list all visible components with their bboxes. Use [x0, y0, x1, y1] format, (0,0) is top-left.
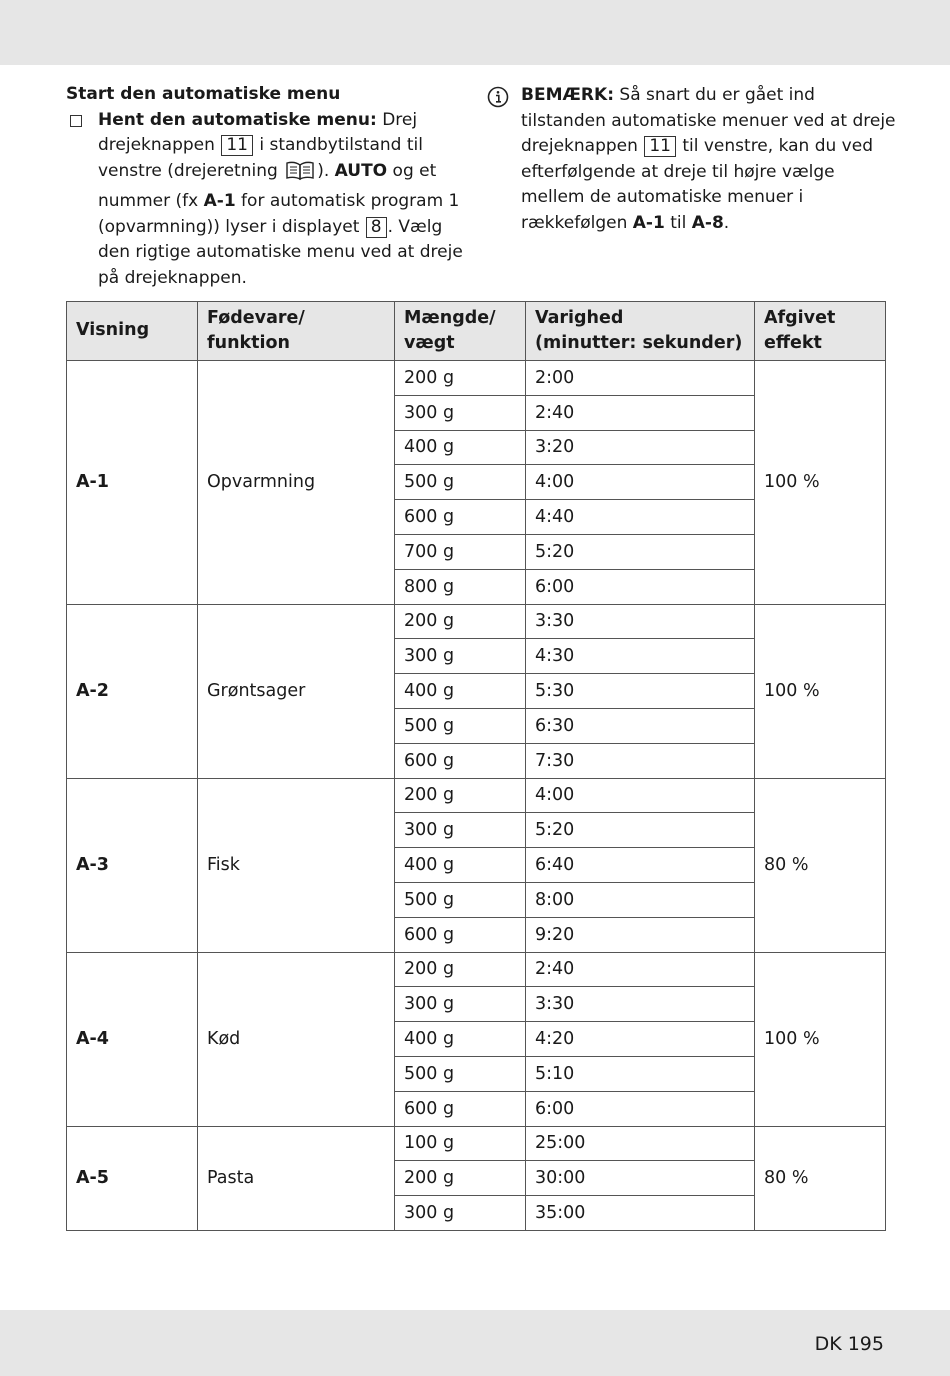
duration-cell: 3:20: [526, 430, 755, 465]
table-row: [67, 952, 886, 987]
duration-cell: 5:20: [526, 534, 755, 569]
duration-cell: 25:00: [526, 1126, 755, 1161]
duration-cell: 30:00: [526, 1161, 755, 1196]
instructions-section: [66, 82, 466, 291]
amount-cell: 100 g: [395, 1126, 526, 1161]
duration-cell: 5:10: [526, 1056, 755, 1091]
duration-cell: 3:30: [526, 604, 755, 639]
duration-cell: 7:30: [526, 743, 755, 778]
amount-cell: 600 g: [395, 500, 526, 535]
instruction-step: [66, 108, 466, 292]
duration-cell: 2:40: [526, 395, 755, 430]
table-header-row: [67, 302, 886, 361]
program-power: 80 %: [755, 1126, 886, 1230]
step-text: for automatisk program 1 (opvarmning)) lyser i displayet: [98, 191, 460, 237]
note-label: BEMÆRK:: [521, 85, 614, 105]
duration-cell: 4:20: [526, 1022, 755, 1057]
program-code: A-4: [67, 952, 198, 1126]
table-body: [67, 361, 886, 1231]
amount-cell: 400 g: [395, 848, 526, 883]
note-section: [487, 83, 897, 236]
amount-cell: 400 g: [395, 1022, 526, 1057]
section-heading: Start den automatiske menu: [66, 84, 341, 104]
amount-cell: 300 g: [395, 1196, 526, 1231]
program-code: A-2: [67, 604, 198, 778]
duration-cell: 4:40: [526, 500, 755, 535]
note-text-part: til venstre, kan du ved efterfølgende at dreje til højre vælge mellem de automatiske menuer i rækkefølgen: [521, 136, 873, 233]
step-text: og et nummer (fx: [98, 160, 437, 211]
table-row: [67, 361, 886, 396]
duration-cell: 8:00: [526, 882, 755, 917]
program-code: A-3: [67, 778, 198, 952]
duration-cell: 5:20: [526, 813, 755, 848]
table-row: [67, 604, 886, 639]
header-display: Visning: [67, 302, 198, 361]
open-book-icon: [285, 161, 315, 190]
first-program: A-1: [632, 212, 665, 233]
amount-cell: 600 g: [395, 1091, 526, 1126]
page-number: DK 195: [814, 1333, 884, 1355]
amount-cell: 200 g: [395, 778, 526, 813]
duration-cell: 6:30: [526, 708, 755, 743]
auto-label: AUTO: [334, 160, 388, 181]
duration-cell: 5:30: [526, 674, 755, 709]
amount-cell: 500 g: [395, 465, 526, 500]
step-title: Hent den automatiske menu:: [98, 109, 377, 130]
top-band: [0, 0, 950, 65]
duration-cell: 9:20: [526, 917, 755, 952]
amount-cell: 300 g: [395, 395, 526, 430]
amount-cell: 200 g: [395, 1161, 526, 1196]
program-code: A-1: [67, 361, 198, 605]
example-code: A-1: [203, 191, 236, 211]
amount-cell: 600 g: [395, 917, 526, 952]
program-power: 80 %: [755, 778, 886, 952]
header-amount: Mængde/ vægt: [395, 302, 526, 361]
note-text: [487, 83, 897, 236]
amount-cell: 300 g: [395, 987, 526, 1022]
table-row: [67, 778, 886, 813]
duration-cell: 3:30: [526, 987, 755, 1022]
duration-cell: 6:40: [526, 848, 755, 883]
duration-cell: 6:00: [526, 1091, 755, 1126]
display-reference: 8: [366, 217, 387, 238]
bottom-band: [0, 1310, 950, 1376]
step-text: Drej drejeknappen: [98, 109, 418, 155]
header-duration: Varighed (minutter: sekunder): [526, 302, 755, 361]
amount-cell: 500 g: [395, 708, 526, 743]
amount-cell: 700 g: [395, 534, 526, 569]
info-icon: [487, 86, 509, 117]
step-text: . Vælg den rigtige automatiske menu ved at dreje på drejeknappen.: [98, 216, 463, 288]
duration-cell: 4:00: [526, 778, 755, 813]
table-row: [67, 1126, 886, 1161]
knob-reference: 11: [221, 135, 253, 156]
header-food: Fødevare/ funktion: [198, 302, 395, 361]
duration-cell: 35:00: [526, 1196, 755, 1231]
program-power: 100 %: [755, 604, 886, 778]
program-power: 100 %: [755, 952, 886, 1126]
duration-cell: 2:00: [526, 361, 755, 396]
last-program: A-8: [691, 212, 724, 233]
amount-cell: 500 g: [395, 1056, 526, 1091]
knob-reference: 11: [644, 136, 676, 157]
program-food: Kød: [198, 952, 395, 1126]
duration-cell: 6:00: [526, 569, 755, 604]
program-food: Fisk: [198, 778, 395, 952]
program-food: Opvarmning: [198, 361, 395, 605]
amount-cell: 200 g: [395, 361, 526, 396]
amount-cell: 300 g: [395, 813, 526, 848]
amount-cell: 800 g: [395, 569, 526, 604]
step-text: ).: [317, 160, 335, 181]
amount-cell: 200 g: [395, 952, 526, 987]
amount-cell: 400 g: [395, 674, 526, 709]
amount-cell: 200 g: [395, 604, 526, 639]
duration-cell: 4:00: [526, 465, 755, 500]
program-code: A-5: [67, 1126, 198, 1230]
amount-cell: 500 g: [395, 882, 526, 917]
duration-cell: 2:40: [526, 952, 755, 987]
note-text-part: .: [723, 212, 730, 233]
program-food: Grøntsager: [198, 604, 395, 778]
amount-cell: 300 g: [395, 639, 526, 674]
duration-cell: 4:30: [526, 639, 755, 674]
note-text-part: Så snart du er gået ind tilstanden automatiske menuer ved at dreje drejeknappen: [521, 85, 896, 156]
checkbox-icon: [70, 115, 82, 127]
program-food: Pasta: [198, 1126, 395, 1230]
step-text: i standbytilstand til venstre (drejeretning: [98, 135, 423, 181]
amount-cell: 400 g: [395, 430, 526, 465]
amount-cell: 600 g: [395, 743, 526, 778]
header-power: Afgivet effekt: [755, 302, 886, 361]
automatic-menu-table: [66, 301, 886, 1231]
program-power: 100 %: [755, 361, 886, 605]
note-text-part: til: [664, 212, 692, 233]
